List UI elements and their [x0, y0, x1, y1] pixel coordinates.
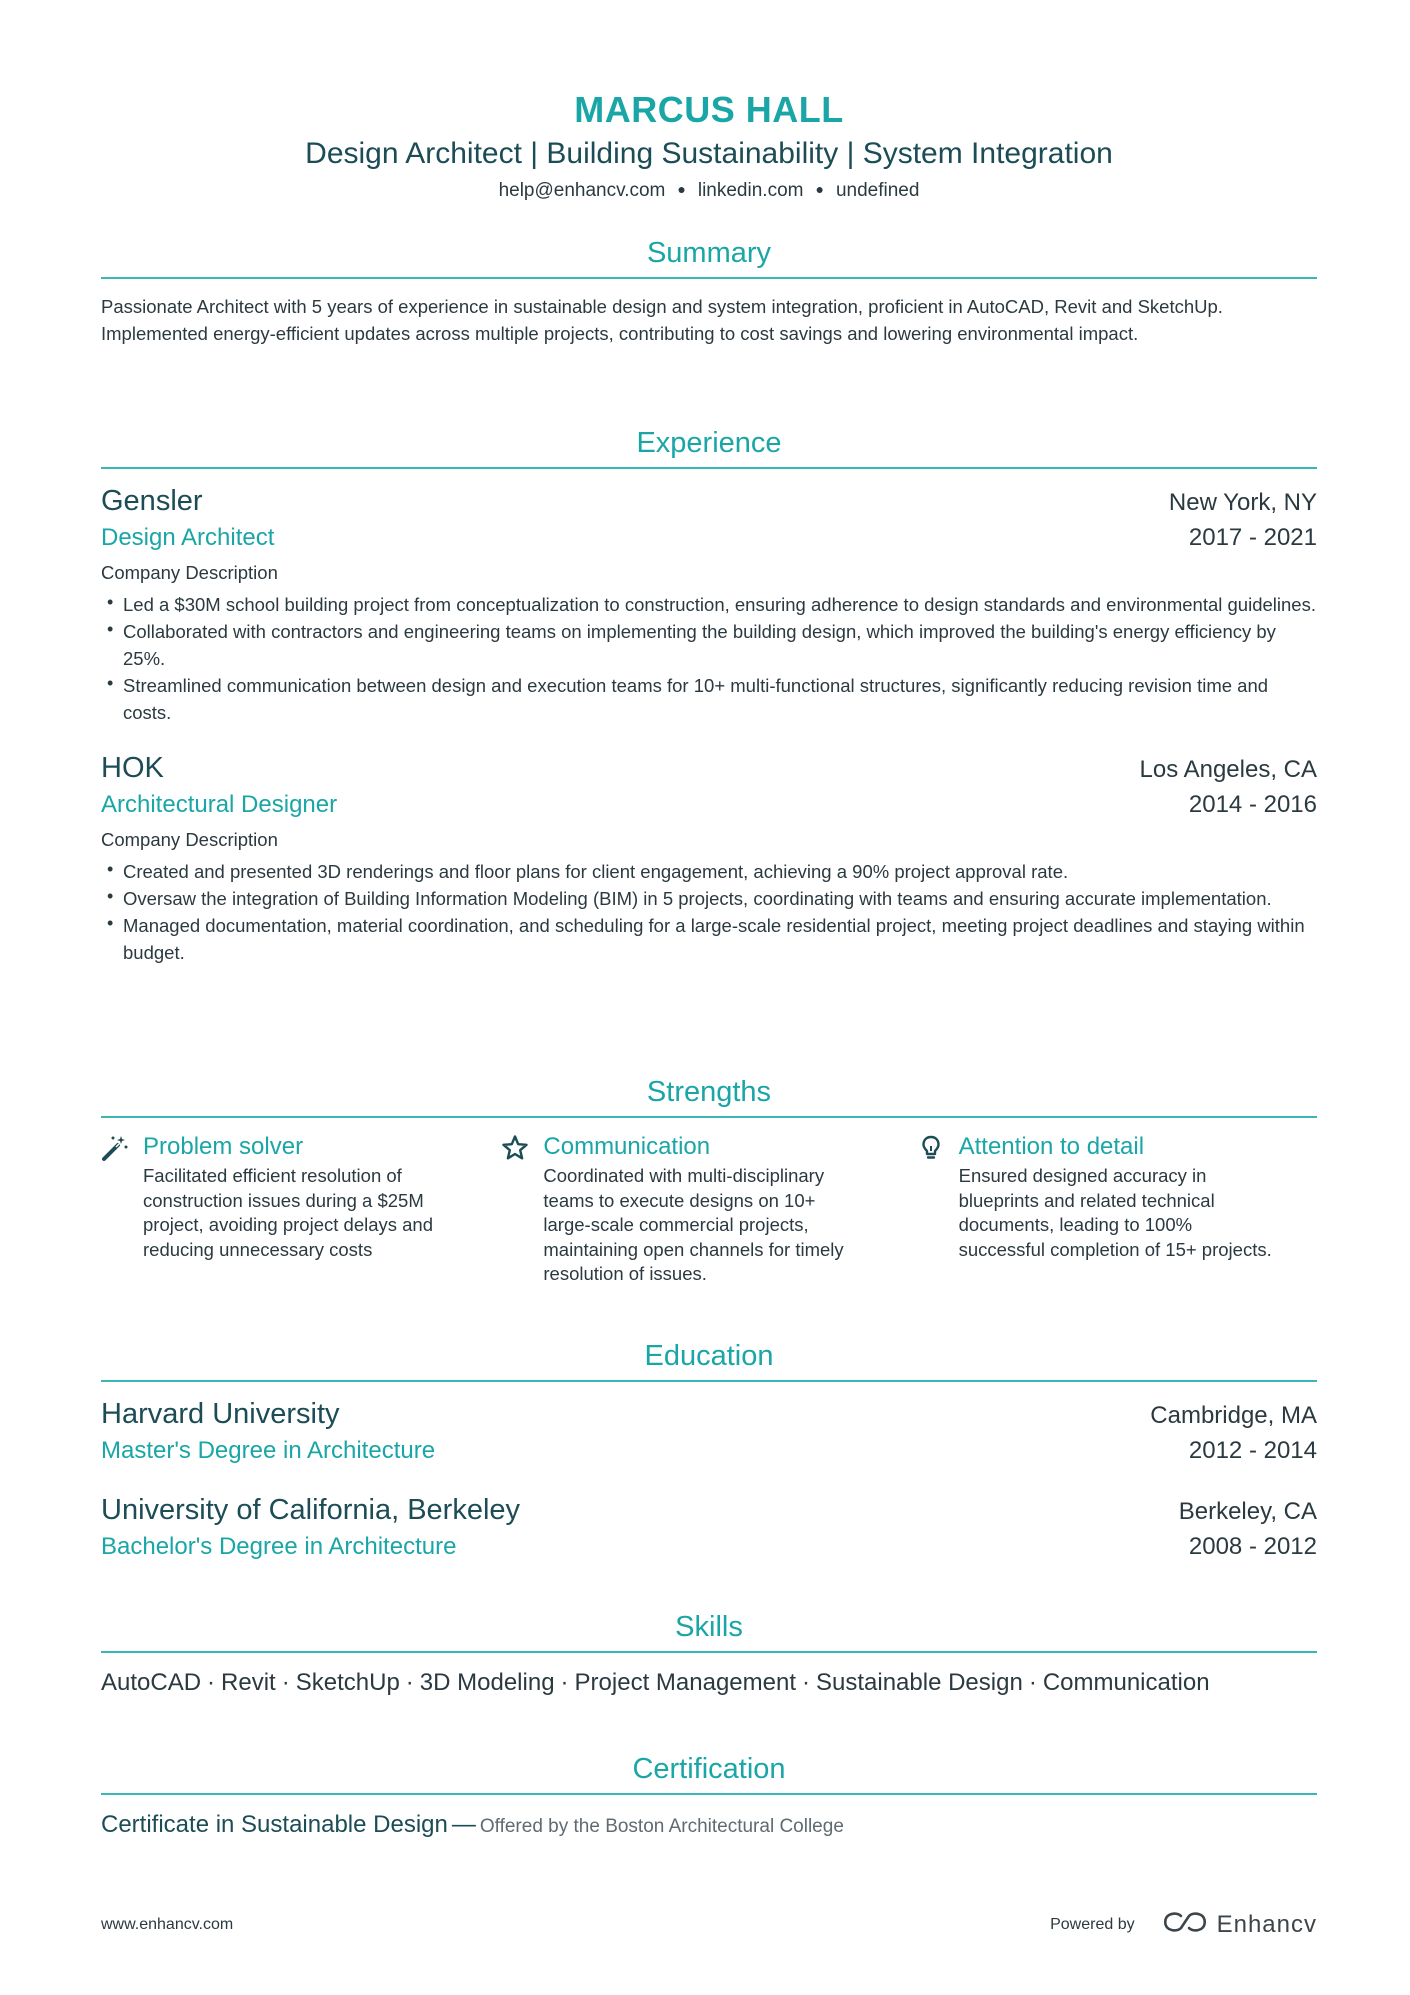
- section-title-strengths: Strengths: [646, 1076, 772, 1108]
- job-description: Company Description: [101, 829, 278, 850]
- contact-extra: undefined: [835, 180, 920, 201]
- strength-text: Facilitated efficient resolution of construction issues during a $25M project, avoiding project delays and reducing unnecessary costs: [143, 1165, 434, 1260]
- bullet-separator: ●: [677, 181, 686, 197]
- job-bullets: [101, 858, 1317, 966]
- section-title-education: Education: [644, 1340, 774, 1372]
- enhancv-logo-icon: [1161, 1910, 1209, 1939]
- education-dates: 2012 - 2014: [1188, 1437, 1317, 1464]
- contact-linkedin[interactable]: linkedin.com: [697, 180, 804, 201]
- section-divider: [101, 1380, 1317, 1382]
- education-dates: 2008 - 2012: [1188, 1533, 1317, 1560]
- skill-separator: ·: [1028, 1669, 1037, 1696]
- job-location: Los Angeles, CA: [1139, 756, 1317, 783]
- skill-separator: ·: [802, 1669, 810, 1696]
- bullet-separator: ●: [815, 181, 824, 197]
- job-description: Company Description: [101, 562, 278, 583]
- candidate-name: MARCUS HALL: [574, 89, 844, 130]
- enhancv-brand: Enhancv: [1216, 1910, 1317, 1938]
- skill-item: 3D Modeling: [419, 1669, 555, 1696]
- job-entry: [101, 750, 1317, 966]
- section-title-certification: Certification: [632, 1753, 786, 1785]
- strength-item: [101, 1132, 501, 1287]
- strength-text: Coordinated with multi-disciplinary teams to execute designs on 10+ large-scale commercial projects, maintaining open channels for timely resolution of issues.: [543, 1165, 844, 1284]
- education-school: Harvard University: [101, 1398, 340, 1430]
- job-entry: [101, 483, 1317, 726]
- experience-section: [101, 424, 1317, 966]
- job-bullet: • Managed documentation, material coordination, and scheduling for a large-scale residential project, meeting project deadlines and staying within budget.: [101, 912, 1317, 966]
- skill-item: Sustainable Design: [816, 1669, 1023, 1696]
- skill-separator: ·: [281, 1669, 290, 1696]
- skills-section: [101, 1608, 1317, 1699]
- certification-section: [101, 1750, 1317, 1844]
- contact-email[interactable]: help@enhancv.com: [498, 180, 666, 201]
- skill-separator: ·: [405, 1669, 414, 1696]
- education-entry: [101, 1492, 1317, 1564]
- job-bullet: • Led a $30M school building project from conceptualization to construction, ensuring adherence to design standards and environmental guidelines.: [101, 591, 1317, 618]
- skill-separator: ·: [560, 1669, 569, 1696]
- strength-title: Communication: [543, 1133, 711, 1160]
- job-dates: 2014 - 2016: [1188, 791, 1317, 818]
- education-degree: Bachelor's Degree in Architecture: [101, 1533, 457, 1560]
- job-bullets: [101, 591, 1317, 726]
- strengths-grid: [101, 1132, 1317, 1287]
- skill-item: SketchUp: [295, 1669, 400, 1696]
- resume-page: [101, 0, 1317, 1838]
- education-degree: Master's Degree in Architecture: [101, 1437, 436, 1464]
- job-bullet: • Created and presented 3D renderings and floor plans for client engagement, achieving a 90% project approval rate.: [101, 858, 1317, 885]
- page-footer: [101, 1910, 1317, 1939]
- education-section: [101, 1337, 1317, 1564]
- certification-entry: [101, 1809, 1317, 1844]
- summary-section: [101, 234, 1317, 347]
- education-location: Cambridge, MA: [1150, 1402, 1317, 1429]
- section-title-experience: Experience: [636, 427, 782, 459]
- footer-branding: [1050, 1910, 1317, 1939]
- lightbulb-icon: [917, 1132, 959, 1287]
- strength-title: Problem solver: [143, 1133, 304, 1160]
- skill-item: Revit: [221, 1669, 276, 1696]
- job-dates: 2017 - 2021: [1188, 524, 1317, 551]
- skill-separator: ·: [207, 1669, 216, 1696]
- section-divider: [101, 1793, 1317, 1795]
- star-icon: [501, 1132, 543, 1287]
- certification-dash: —: [451, 1811, 476, 1838]
- section-title-summary: Summary: [646, 237, 772, 269]
- certification-name: Certificate in Sustainable Design: [101, 1811, 448, 1838]
- section-divider: [101, 1116, 1317, 1118]
- education-location: Berkeley, CA: [1178, 1498, 1317, 1525]
- footer-url[interactable]: www.enhancv.com: [101, 1915, 234, 1933]
- strength-item: [501, 1132, 916, 1287]
- strengths-section: [101, 1073, 1317, 1287]
- strength-item: [917, 1132, 1317, 1287]
- summary-text: Passionate Architect with 5 years of experience in sustainable design and system integration, proficient in AutoCAD, Revit and SketchUp. Implemented energy-efficient updates across multiple projects, contributing to cost savings and lowering environmental impact.: [101, 296, 1223, 344]
- powered-by-label: Powered by: [1050, 1915, 1135, 1933]
- job-company: Gensler: [101, 485, 203, 517]
- strength-title: Attention to detail: [958, 1133, 1145, 1160]
- skill-item: Project Management: [574, 1669, 796, 1696]
- certification-issuer: Offered by the Boston Architectural College: [479, 1816, 844, 1837]
- section-title-skills: Skills: [675, 1611, 743, 1643]
- job-company: HOK: [101, 752, 164, 784]
- job-bullet: • Oversaw the integration of Building Information Modeling (BIM) in 5 projects, coordinating with teams and ensuring accurate implementation.: [101, 885, 1317, 912]
- job-location: New York, NY: [1168, 489, 1317, 516]
- education-entry: [101, 1396, 1317, 1468]
- education-school: University of California, Berkeley: [101, 1494, 521, 1526]
- section-divider: [101, 1651, 1317, 1653]
- job-bullet: • Streamlined communication between design and execution teams for 10+ multi-functional structures, significantly reducing revision time and costs.: [101, 672, 1317, 726]
- section-divider: [101, 277, 1317, 279]
- job-role: Design Architect: [101, 524, 275, 551]
- magic-wand-icon: [101, 1132, 143, 1287]
- contact-line: [101, 176, 1317, 204]
- candidate-headline: Design Architect | Building Sustainability | System Integration: [305, 137, 1113, 170]
- job-bullet: • Collaborated with contractors and engineering teams on implementing the building design, which improved the building's energy efficiency by 25%.: [101, 618, 1317, 672]
- skill-item: Communication: [1042, 1669, 1210, 1696]
- section-divider: [101, 467, 1317, 469]
- skill-item: AutoCAD: [101, 1669, 202, 1696]
- resume-header: [101, 0, 1317, 204]
- strength-text: Ensured designed accuracy in blueprints and related technical documents, leading to 100% successful completion of 15+ projects.: [958, 1165, 1272, 1260]
- job-role: Architectural Designer: [101, 791, 338, 818]
- skills-list: [101, 1667, 1317, 1699]
